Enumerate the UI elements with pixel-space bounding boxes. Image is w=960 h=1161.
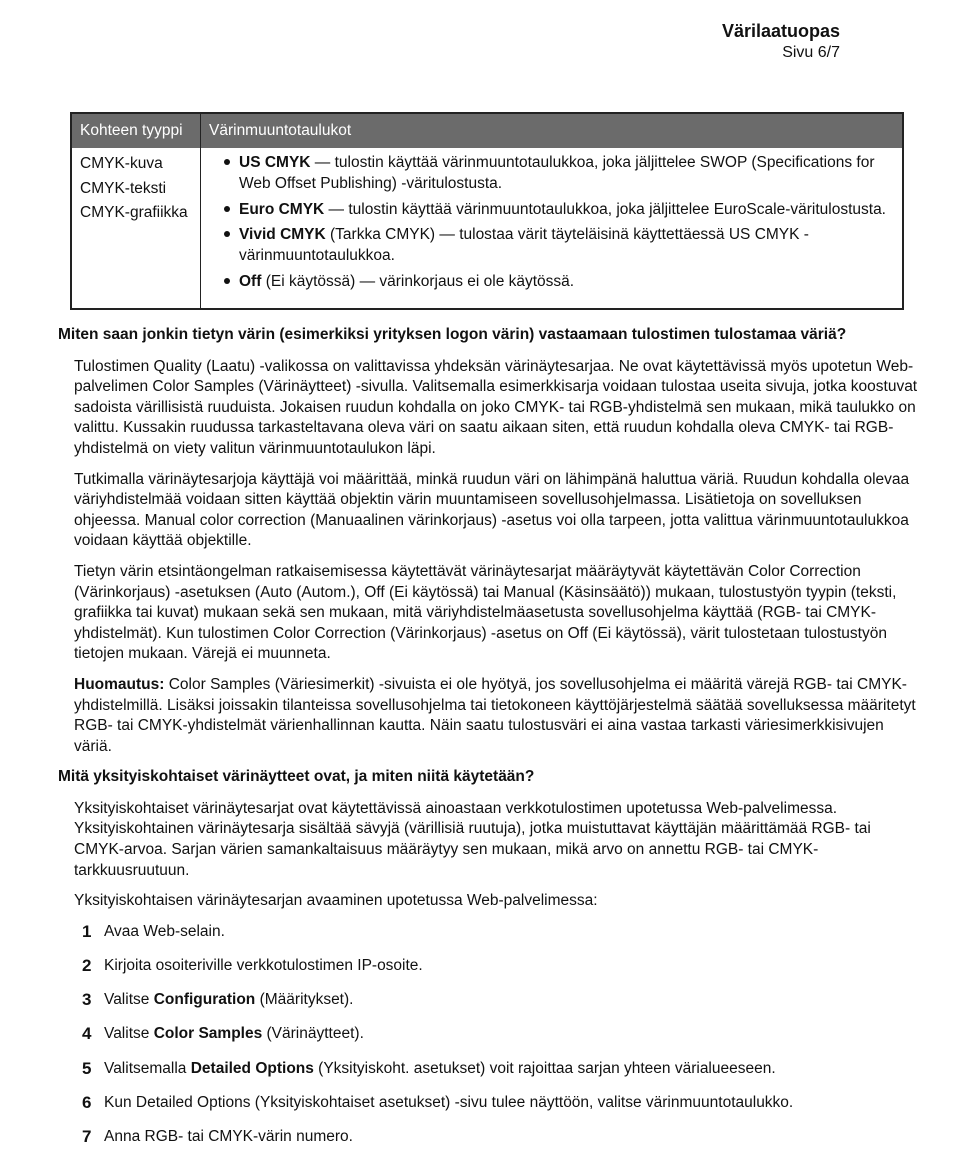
description: (Ei käytössä) — värinkorjaus ei ole käytössä. [265,272,575,290]
table-header [72,114,902,148]
step-text: (Määritykset). [255,991,354,1009]
list-item [219,271,899,292]
page-header [722,20,840,64]
step-text: Valitse [104,1025,154,1043]
step-item [82,1059,918,1080]
description: (Tarkka CMYK) — tulostaa värit täyteläisinä käyttettäessä US CMYK -värinmuuntotaulukkoa. [239,226,809,264]
term: US CMYK [239,154,311,171]
step-item [82,1024,918,1045]
description: tulostin käyttää värinmuuntotaulukkoa, joka jäljittelee SWOP (Specifications for Web Offset Publishing) -väritulostusta. [239,154,875,192]
step-option: Detailed Options [190,1059,314,1077]
step-number: 2 [82,956,92,976]
page-content [58,325,918,1161]
paragraph: Yksityiskohtaisen värinäytesarjan avaaminen upotetussa Web-palvelimessa: [74,892,598,910]
step-option: Color Samples [153,1025,263,1043]
step-text: Anna RGB- tai CMYK-värin numero. [104,1127,353,1145]
step-text: (Yksityiskoht. asetukset) voit rajoittaa sarjan yhteen värialueeseen. [313,1059,776,1077]
step-item [82,922,918,943]
step-number: 6 [82,1092,92,1112]
paragraph: Yksityiskohtaiset värinäytesarjat ovat käytettävissä ainoastaan verkkotulostimen upotetussa Web-palvelimessa. Yksityiskohtainen värinäytesarja sisältää sävyjä (värillisiä ruutuja), jotka muistuttavat käyttäjän määrittämää RGB- tai CMYK-arvoa. Sarjan värien samankaltaisuus määräytyy sen mukaan, mikä arvo on annettu RGB- tai CMYK-tarkkuusruutuun. [74,799,871,879]
step-number: 1 [82,921,92,941]
paragraph: Tutkimalla värinäytesarjoja käyttäjä voi määrittää, minkä ruudun väri on lähimpänä haluttua väriä. Ruudun kohdalla olevaa väriyhdistelmää voidaan sitten käyttää objektin värin muuntamiseen sovellusohjelmassa. Lisätietoja on sovelluksen ohjeessa. Manual color correction (Manuaalinen värinkorjaus) -asetus voi olla tarpeen, jotta valittua värinmuuntotaulukkoa voidaan käyttää objektille. [74,470,910,550]
list-item: Euro CMYK — tulostin käyttää värinmuuntotaulukkoa, joka jäljittelee EuroScale-väritulostusta. [219,199,899,220]
question-heading: Miten saan jonkin tietyn värin (esimerkiksi yrityksen logon värin) vastaamaan tulostimen tulostamaa väriä? [58,326,847,343]
step-number: 3 [82,990,92,1010]
column-header-conversion-tables: Värinmuuntotaulukot [209,122,352,139]
color-conversion-table [70,112,904,310]
step-number: 5 [82,1058,92,1078]
description: tulostin käyttää värinmuuntotaulukkoa, joka jäljittelee EuroScale-väritulostusta. [348,200,886,218]
note-paragraph [74,675,918,757]
column-header-object-type: Kohteen tyyppi [80,122,183,139]
step-item [82,956,918,977]
note-label: Huomautus: [74,675,165,693]
step-text: Kirjoita osoiteriville verkkotulostimen IP-osoite. [104,957,423,975]
conversion-table-list [219,152,899,296]
step-text: Kun Detailed Options (Yksityiskohtaiset asetukset) -sivu tulee näyttöön, valitse värinmuuntotaulukko. [104,1093,794,1111]
column-divider [200,114,201,308]
list-item [219,224,899,266]
object-type-cmyk-text: CMYK-teksti [80,179,167,197]
step-number: 7 [82,1126,92,1146]
step-item [82,1127,918,1148]
step-number: 4 [82,1024,92,1044]
object-type-cmyk-image: CMYK-kuva [80,155,163,172]
steps-list [58,922,918,1148]
step-item [82,1093,918,1114]
page-number: Sivu 6/7 [782,44,840,61]
step-text: Valitse [104,991,154,1009]
step-text: (Värinäytteet). [262,1025,364,1043]
paragraph: Tietyn värin etsintäongelman ratkaisemisessa käytettävät värinäytesarjat määräytyvät käytettävän Color Correction (Värinkorjaus) -asetuksen (Auto (Autom.), Off (Ei käytössä) tai Manual (Käsinsäätö)) mukaan, tulostustyön tyypin (teksti, grafiikka tai kuvat) mukaan sekä sen mukaan, mitä väriyhdistelmäasetusta sovellusohjelma käyttää (RGB- tai CMYK-yhdistelmät). Kun tulostimen Color Correction (Värinkorjaus) -asetus on Off (Ei käytössä), värit tulostetaan tulostustyön tietojen mukaan. Värejä ei muunneta. [74,562,897,663]
step-text: Valitsemalla [104,1059,191,1077]
term: Off [239,272,262,290]
step-text: Avaa Web-selain. [104,922,225,940]
object-type-cmyk-graphics: CMYK-grafiikka [80,204,188,221]
step-option: Configuration [153,991,256,1009]
term: Euro CMYK [239,200,325,218]
list-item: US CMYK — tulostin käyttää värinmuuntotaulukkoa, joka jäljittelee SWOP (Specifications for Web Offset Publishing) -väritulostusta. [219,152,899,194]
step-item [82,990,918,1011]
document-title: Värilaatuopas [721,21,840,41]
question-heading: Mitä yksityiskohtaiset värinäytteet ovat, ja miten niitä käytetään? [58,768,535,786]
note-text: Color Samples (Väriesimerkit) -sivuista ei ole hyötyä, jos sovellusohjelma ei määritä värejä RGB- tai CMYK-yhdistelmillä. Lisäksi joissakin tilanteissa sovellusohjelma tai tietokoneen käyttöjärjestelmä säätää sovelluksessa määritetyt RGB- tai CMYK-yhdistelmät värienhallinnan kautta. Näin saatu tulostusväri ei aina vastaa tarkasti väriesimerkkisivujen väriä. [74,675,916,755]
object-type-cell [80,152,188,226]
paragraph: Tulostimen Quality (Laatu) -valikossa on valittavissa yhdeksän värinäytesarjaa. Ne ovat käytettävissä myös upotetun Web-palvelimen Color Samples (Värinäytteet) -sivulla. Valitsemalla esimerkkisarja voidaan tulostaa useita sivuja, jotka koostuvat sadoista värillisistä ruuduista. Jokaisen ruudun kohdalla on joko CMYK- tai RGB-yhdistelmä sen mukaan, mikä taulukko on valittu. Kussakin ruudussa tarkasteltavana oleva väri on saatu aikaan siten, että ruudun kohdalla oleva CMYK- tai RGB-yhdistelmä on viety valitun värinmuuntotaulukon läpi. [74,357,918,457]
term: Vivid CMYK [239,226,326,243]
